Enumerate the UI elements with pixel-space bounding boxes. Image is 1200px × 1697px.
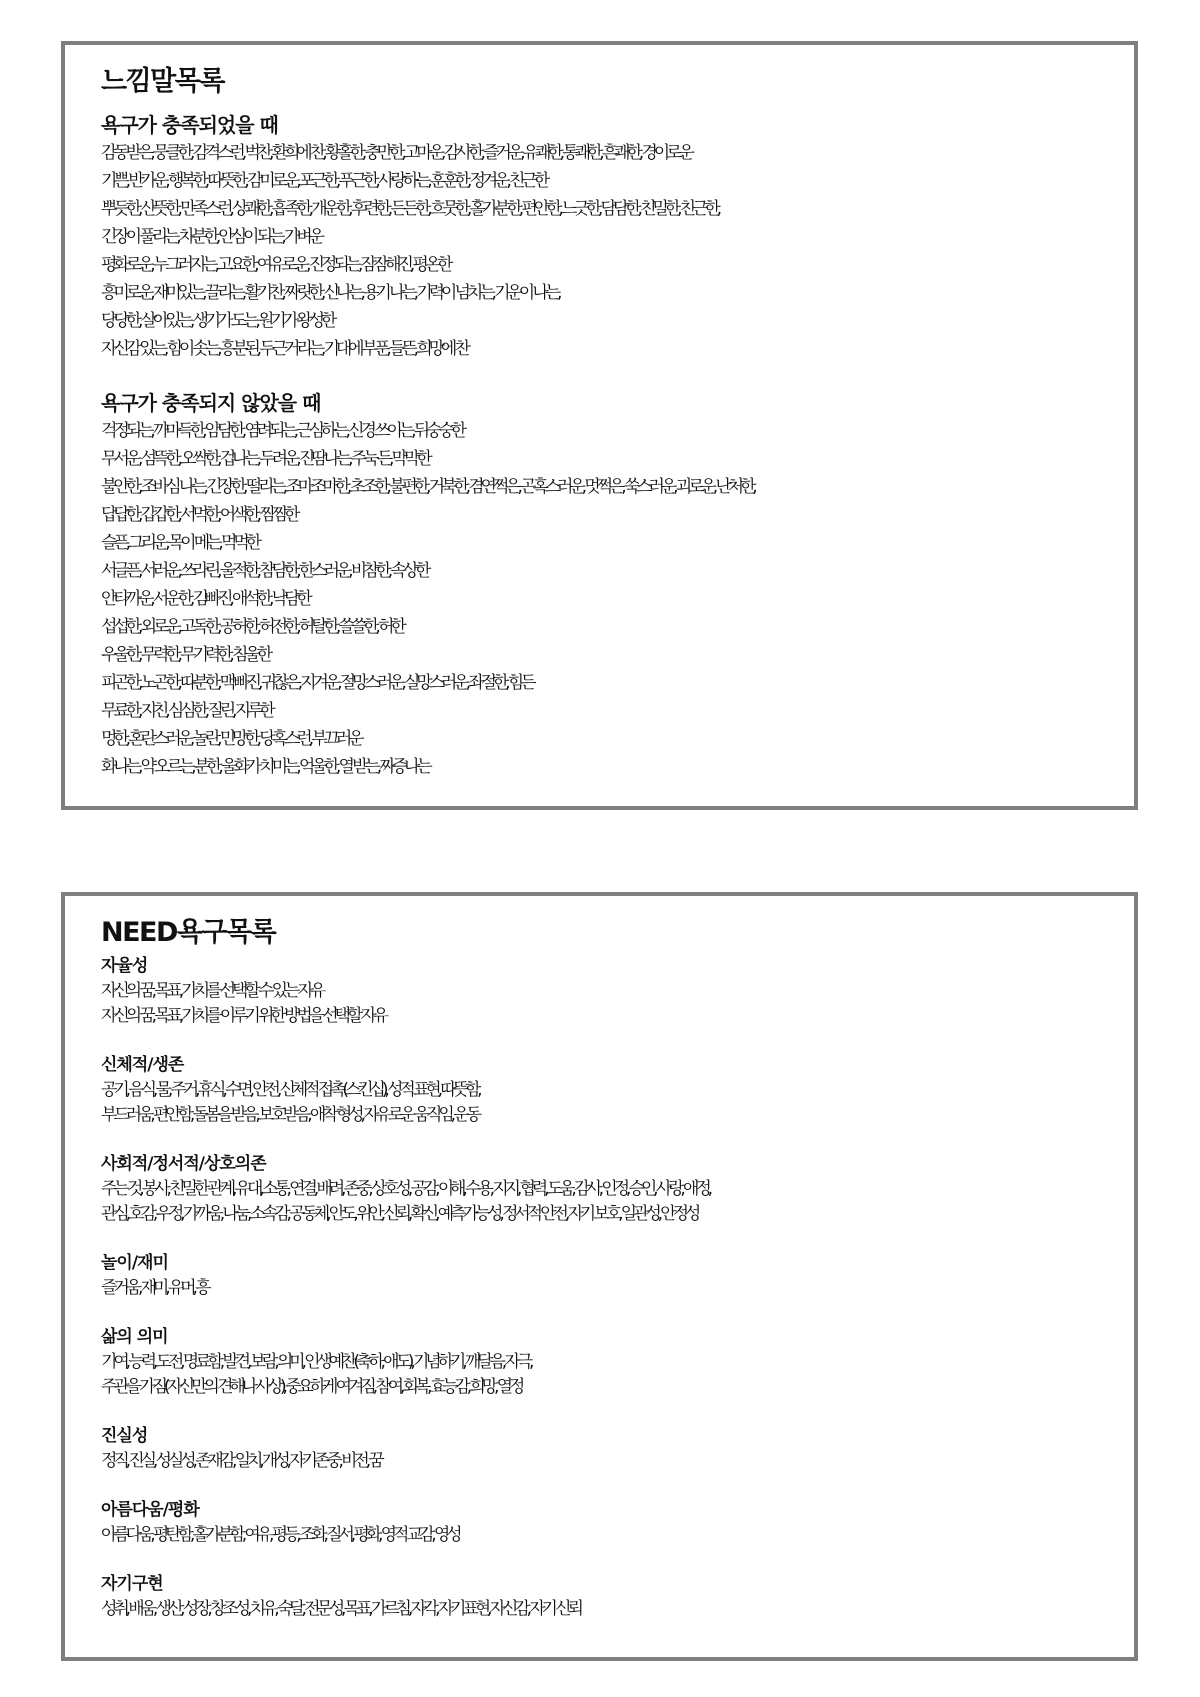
feeling-line: 걱정되는, 까마득한, 암담한, 염려되는, 근심하는, 신경 쓰이는, 뒤숭숭한 <box>101 421 463 441</box>
feeling-line: 무서운, 섬뜩한, 오싹한, 겁나는, 두려운, 진땀나는, 주눅 든, 막막한 <box>101 449 429 469</box>
section-title: 자기구현 <box>101 1574 163 1594</box>
need-line: 자신의 꿈, 목표, 가치를 이루기 위한 방법을 선택할 자유 <box>101 1006 386 1026</box>
need-line: 관심, 호감, 우정, 가까움, 나눔, 소속감, 공동체, 안도, 위안, 신뢰, 확신, 예측가능성, 정서적 안전, 자기 보호, 일관성, 안정성 <box>101 1204 698 1224</box>
need-line: 부드러움, 편안함, 돌봄을 받음, 보호받음, 애착 형성, 자유로운 움직임, 운동 <box>101 1105 478 1125</box>
feeling-line: 당당한, 살아있는, 생기가 도는, 원기가 왕성한 <box>101 311 334 331</box>
need-section-social <box>101 1152 1124 1227</box>
section-title: 놀이/재미 <box>101 1253 168 1273</box>
needs-list-box <box>61 892 1138 1661</box>
feeling-line: 뿌듯한, 산뜻한, 만족스런, 상쾌한, 흡족한, 개운한, 후련한, 든든한, 흐뭇한, 홀가분한, 편안한, 느긋한, 담담한, 친밀한, 친근한, <box>101 199 718 219</box>
need-line: 아름다움, 평탄함, 홀가분함, 여유, 평등, 조화, 질서, 평화, 영적 교감, 영성 <box>101 1525 459 1545</box>
need-section-self-realization <box>101 1572 1124 1622</box>
feeling-line: 긴장이 풀리는, 차분한, 안심이 되는, 가벼운 <box>101 227 321 247</box>
need-section-authenticity <box>101 1424 1124 1474</box>
feeling-line: 기쁜, 반가운, 행복한, 따뜻한, 감미로운, 포근한, 푸근한, 사랑하는, 훈훈한, 정겨운, 친근한 <box>101 171 547 191</box>
need-line: 정직, 진실, 성실성, 존재감, 일치, 개성, 자기존중, 비전, 꿈 <box>101 1451 381 1471</box>
feeling-line: 흥미로운, 재미있는, 끌리는, 활기찬, 짜릿한, 신나는, 용기 나는, 기력이 넘치는, 기운이 나는, <box>101 283 559 303</box>
need-line: 기여, 능력, 도전, 명료함, 발견, 보람, 의미, 인생예찬(축하, 애도), 기념하기, 깨달음, 자극, <box>101 1352 531 1372</box>
feeling-line: 무료한, 지친, 심심한, 질린, 지루한 <box>101 701 272 721</box>
need-line: 주는 것, 봉사, 친밀한 관계, 유대, 소통, 연결, 배려, 존중, 상호성, 공감, 이해, 수용, 지지, 협력, 도움, 감사, 인정, 승인, 사랑, 애정, <box>101 1179 709 1199</box>
need-section-physical <box>101 1053 1124 1128</box>
section-title: 아름다움/평화 <box>101 1500 199 1520</box>
section-title: 욕구가 충족되지 않았을 때 <box>101 391 321 415</box>
need-line: 성취, 배움, 생산, 성장, 창조성, 치유, 숙달, 전문성, 목표, 가르침, 자각, 자기표현, 자신감, 자기 신뢰 <box>101 1599 580 1619</box>
feeling-line: 멍한, 혼란스러운, 놀란, 민망한, 당혹스런, 부끄러운 <box>101 729 361 749</box>
section-title: 진실성 <box>101 1426 148 1446</box>
feeling-line: 슬픈, 그리운, 목이 메는, 먹먹한 <box>101 533 258 553</box>
need-line: 즐거움, 재미, 유머, 흥 <box>101 1278 208 1298</box>
feeling-line: 섭섭한, 외로운, 고독한, 공허한, 허전한, 허탈한, 쓸쓸한, 허한 <box>101 617 403 637</box>
need-line: 자신의 꿈, 목표, 가치를 선택할 수 있는 자유 <box>101 981 323 1001</box>
feeling-line: 피곤한, 노곤한, 따분한, 맥 빠진, 귀찮은, 지겨운, 절망스러운, 실망스러운, 좌절한, 힘든 <box>101 673 533 693</box>
feeling-line: 자신감 있는, 힘이 솟는, 흥분된, 두근거리는, 기대에 부푼, 들뜬, 희망에 찬 <box>101 339 467 359</box>
section-title: 욕구가 충족되었을 때 <box>101 113 278 137</box>
need-section-beauty-peace <box>101 1498 1124 1548</box>
section-title: 사회적/정서적/상호의존 <box>101 1154 266 1174</box>
feeling-line: 불안한, 조바심 나는, 긴장한, 떨리는, 조마조마한, 초조한, 불편한, 거북한, 겸연쩍은, 곤혹스러운, 멋쩍은, 쑥스러운, 괴로운, 난처한, <box>101 477 754 497</box>
feelings-unsatisfied-section <box>101 389 1124 781</box>
feeling-line: 우울한, 무력한, 무기력한, 침울한 <box>101 645 270 665</box>
feeling-line: 서글픈, 서러운, 쓰라린, 울적한, 참담한, 한스러운, 비참한, 속상한 <box>101 561 428 581</box>
need-line: 주관을 가짐(자신만의 견해나 사상), 중요하게 여겨짐, 참여, 회복, 효능감, 희망, 열정 <box>101 1377 522 1397</box>
need-section-autonomy <box>101 954 1124 1029</box>
feelings-satisfied-section <box>101 111 1124 363</box>
section-title: 삶의 의미 <box>101 1327 168 1347</box>
feeling-line: 평화로운, 누그러지는, 고요한, 여유로운, 진정되는, 잠잠해진, 평온한 <box>101 255 450 275</box>
feeling-line: 감동받은, 뭉클한, 감격스런, 벅찬, 환희에 찬, 황홀한, 충만한, 고마운, 감사한, 즐거운, 유쾌한, 통쾌한, 흔쾌한, 경이로운 <box>101 143 691 163</box>
need-section-play <box>101 1251 1124 1301</box>
feeling-line: 안타까운, 서운한, 김빠진, 애석한, 낙담한 <box>101 589 309 609</box>
need-section-meaning <box>101 1325 1124 1400</box>
feelings-list-box <box>61 41 1138 810</box>
feeling-line: 화나는, 약 오르는, 분한, 울화가 치미는, 억울한, 열 받는, 짜증나는 <box>101 757 429 777</box>
section-title: 자율성 <box>101 956 148 976</box>
section-title: 신체적/생존 <box>101 1055 184 1075</box>
feeling-line: 답답한, 갑갑한, 서먹한, 어색한, 찜찜한 <box>101 505 297 525</box>
need-line: 공기, 음식, 물, 주거, 휴식, 수면, 안전, 신체적 접촉(스킨십), 성적 표현, 따뜻함, <box>101 1080 479 1100</box>
needs-list-title: NEED욕구목록 <box>101 917 276 948</box>
feelings-list-title: 느낌말목록 <box>101 66 224 97</box>
